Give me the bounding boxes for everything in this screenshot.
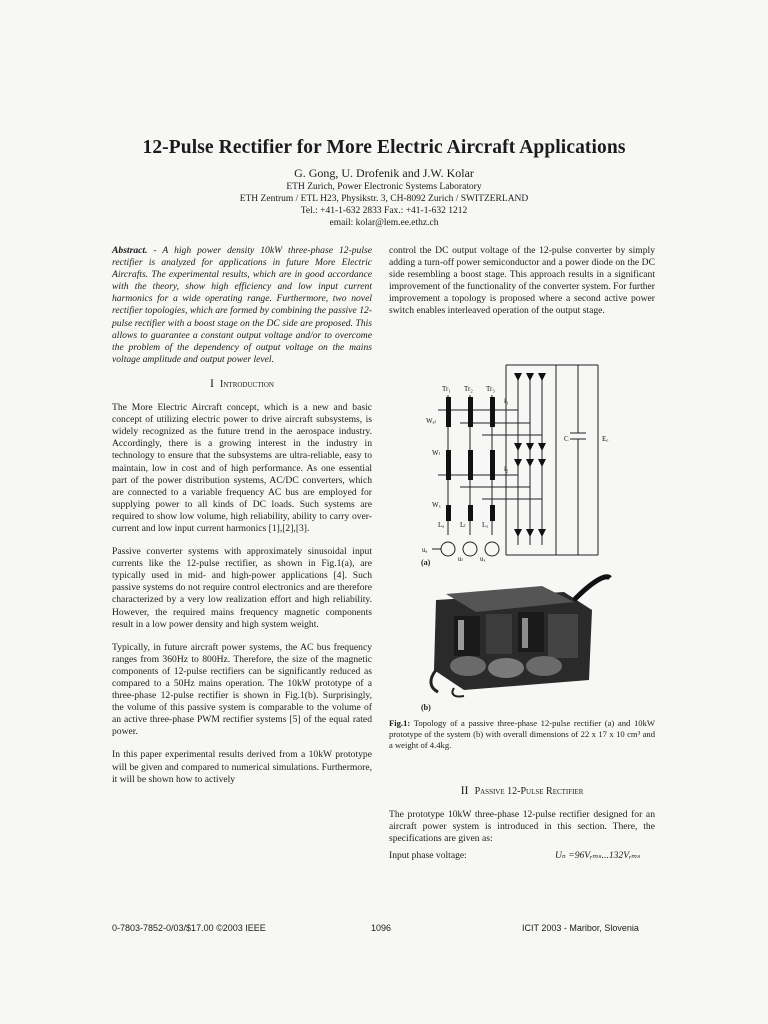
label-tr1: Tr₁ xyxy=(442,385,451,393)
right-column-top xyxy=(389,245,655,329)
label-ub: uₗ xyxy=(458,555,463,563)
caption-text: Topology of a passive three-phase 12-pulse rectifier (a) and 10kW prototype of the system (b) with overall dimensions of 22 x 17 x 10 cm³ and a weight of 4.4kg. xyxy=(389,718,655,750)
affiliation-line-2: ETH Zentrum / ETL H23, Physikstr. 3, CH-8092 Zurich / SWITZERLAND xyxy=(239,194,529,204)
intro-paragraph-4: In this paper experimental results derived from a 10kW prototype will be given and compared to numerical simulations. Furthermore, it will be shown how to actively xyxy=(112,749,372,785)
abstract-text: - A high power density 10kW three-phase 12-pulse rectifier is analyzed for applications in future More Electric Aircrafts. The experimental results, which are in good accordance with the theory, show high efficiency and low input current harmonics for a wide operating range. Furthermore, two novel rectifier topologies, which are formed by combining the passive 12-pulse rectifier with a boost stage on the DC side are proposed. This allows to guarantee a constant output voltage and/or to overcome the problem of the dependency of output voltage on the mains voltage amplitude and output power level. xyxy=(112,245,372,365)
figure-caption xyxy=(389,718,655,751)
intro-paragraph-3: Typically, in future aircraft power systems, the AC bus frequency ranges from 360Hz to 800Hz. Therefore, the size of the magnetic components of 12-pulse rectifiers can be significantly reduced as compared to a 50Hz mains operation. The 10kW prototype of a three-phase 12-pulse rectifier is shown in Fig.1(b). Surprisingly, the volume of this passive system is comparable to the volume of an active three-phase PWM rectifier systems [5] of the equal rated power. xyxy=(112,641,372,738)
label-wab: Wₐₗ xyxy=(426,417,436,425)
label-lc: Lₓ xyxy=(482,521,489,529)
label-uc: uₓ xyxy=(480,555,486,563)
label-tr3: Tr₃ xyxy=(486,385,495,393)
label-cap: C xyxy=(564,435,569,443)
affiliation-line-3: Tel.: +41-1-632 2833 Fax.: +41-1-632 1212 xyxy=(300,206,468,216)
label-i1: i₁ xyxy=(504,397,509,405)
caption-prefix: Fig.1: xyxy=(389,718,411,728)
label-wb: Wₗ xyxy=(432,449,440,457)
authors: G. Gong, U. Drofenik and J.W. Kolar xyxy=(294,166,474,180)
footer-page-number: 1096 xyxy=(371,923,392,933)
label-eo: Eₒ xyxy=(602,435,609,443)
affiliation-line-1: ETH Zurich, Power Electronic Systems Laboratory xyxy=(286,182,482,192)
label-ua: uₐ xyxy=(422,546,428,554)
spec-value: Uₙ =96Vᵣₘₛ...132Vᵣₘₛ xyxy=(555,850,641,861)
section-2-paragraph: The prototype 10kW three-phase 12-pulse rectifier designed for an aircraft power system is introduced in this section. There, the specifications are given as: xyxy=(389,809,655,845)
prototype-photo xyxy=(424,570,614,700)
section-1-title: Introduction xyxy=(220,378,274,390)
label-la: Lₐ xyxy=(438,521,445,529)
label-tr2: Tr₂ xyxy=(464,385,473,393)
footer-conference: ICIT 2003 - Maribor, Slovenia xyxy=(522,923,639,933)
intro-paragraph-2: Passive converter systems with approximately sinusoidal input currents like the 12-pulse rectifier, as shown in Fig.1(a), are typically used in mid- and high-power applications [4]. Such passive systems do not require control electronics and are therefore characterized by a very low realization effort and high reliability. However, the required mains frequency magnetic components result in a low power density and high system weight. xyxy=(112,546,372,630)
affiliation-line-4: email: kolar@lem.ee.ethz.ch xyxy=(329,218,439,228)
label-wc: Wₓ xyxy=(432,501,441,509)
section-2-numeral: II xyxy=(460,783,469,797)
right-paragraph: control the DC output voltage of the 12-pulse converter by simply adding a turn-off power semiconductor and a power diode on the DC side resembling a boost stage. This approach results in a significant improvement of the functionality of the converter system. For further improvement a topology is proposed where a second active power switch enables interleaved operation of the output stage. xyxy=(389,245,655,317)
section-1-heading xyxy=(112,377,372,391)
section-1-numeral: I xyxy=(210,375,215,390)
left-column xyxy=(112,245,372,797)
intro-paragraph-1: The More Electric Aircraft concept, which is a new and basic concept of utilizing electric power to drive aircraft subsystems, is widely recognized as the future trend in the aerospace industry. Accordingly, there is a growing interest in the industry in technology to ensure that the subsystems are ultra-reliable, easy to maintain, low in cost and of high performance. As one essential part of the power distribution systems, AC/DC converters, which are connected to a variable frequency AC bus are employed for supplying power to all kinds of DC loads. Such systems are required to show low volume, high reliability, ability to carry over-current and low input current harmonics [1],[2],[3]. xyxy=(112,402,372,534)
figure-label-a: (a) xyxy=(421,558,431,567)
abstract xyxy=(112,245,372,366)
spec-label: Input phase voltage: xyxy=(389,850,467,861)
paper-title: 12-Pulse Rectifier for More Electric Aircraft Applications xyxy=(142,137,626,158)
label-lb: Lₗ xyxy=(460,521,466,529)
abstract-label: Abstract. xyxy=(112,245,148,256)
footer-copyright: 0-7803-7852-0/03/$17.00 ©2003 IEEE xyxy=(112,923,266,933)
right-column-bottom xyxy=(389,780,655,856)
label-i2: i₂ xyxy=(504,465,509,473)
figure-label-b: (b) xyxy=(421,703,431,712)
section-2-heading xyxy=(389,784,655,798)
circuit-schematic xyxy=(418,355,618,570)
section-2-title: Passive 12-Pulse Rectifier xyxy=(474,786,584,797)
